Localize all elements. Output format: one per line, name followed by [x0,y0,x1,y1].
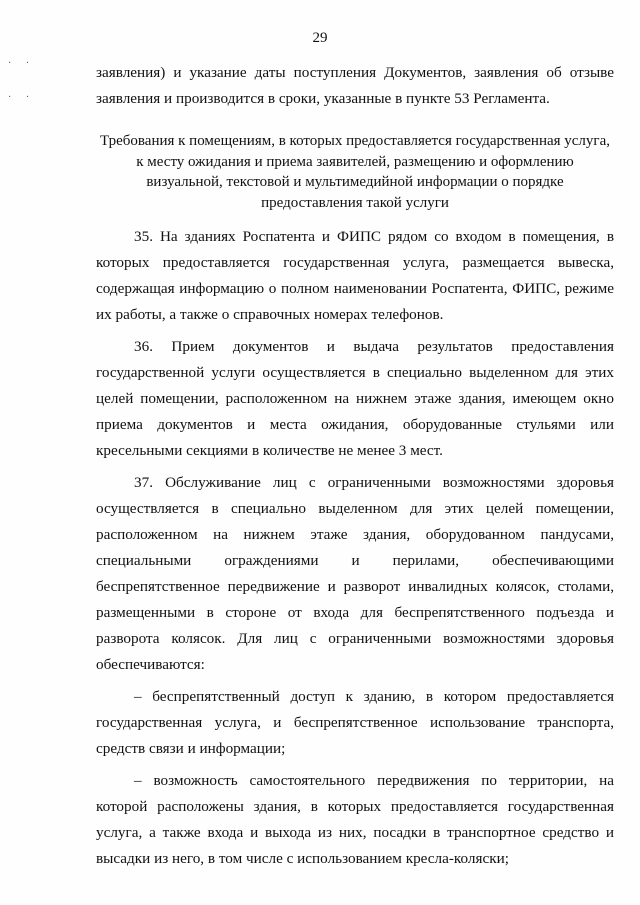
paragraph-36: 36. Прием документов и выдача результатов предоставления государственной услуги осуществляется в специально выделенном для этих целей помещении, расположенном на нижнем этаже здания, имеющем окно приема документов и места ожидания, оборудованные стульями или кресельными секциями в количестве не менее 3 мест. [96,338,614,459]
page-number: 29 [312,30,328,46]
continuation-paragraph [96,60,614,112]
heading-line: визуальной, текстовой и мультимедийной информации о порядке [146,174,564,190]
list-item-access: – беспрепятственный доступ к зданию, в котором предоставляется государственная услуга, и беспрепятственное использование транспорта, средств связи и информации; [96,688,614,757]
list-item-movement: – возможность самостоятельного передвижения по территории, на которой расположены здания, в которых предоставляется государственная услуга, а также входа и выхода из них, посадки в транспортное средство и высадки из него, в том числе с использованием кресла-коляски; [96,772,614,867]
section-heading [90,131,620,213]
heading-line: к месту ожидания и приема заявителей, размещению и оформлению [136,153,574,170]
continuation-text: заявления) и указание даты поступления Документов, заявления об отзыве заявления и производится в сроки, указанные в пункте 53 Регламента. [96,64,614,107]
heading-line: Требования к помещениям, в которых предоставляется государственная услуга, [100,133,610,149]
paragraph-35: 35. На зданиях Роспатента и ФИПС рядом со входом в помещения, в которых предоставляется государственная услуга, размещается вывеска, содержащая информацию о полном наименовании Роспатента, ФИПС, режиме их работы, а также о справочных номерах телефонов. [96,228,614,323]
heading-line: предоставления такой услуги [261,194,449,211]
paragraph-37: 37. Обслуживание лиц с ограниченными возможностями здоровья осуществляется в специально выделенном для этих целей помещении, расположенном на нижнем этаже здания, оборудованном пандусами, специальными ограждениями и перилами, обеспечивающими беспрепятственное передвижение и разворот инвалидных колясок, столами, размещенными в стороне от входа для беспрепятственного подъезда и разворота колясок. Для лиц с ограниченными возможностями здоровья обеспечиваются: [96,474,614,673]
margin-mark: · · [8,58,36,69]
body-text [96,224,614,872]
margin-mark: · · [8,92,36,103]
